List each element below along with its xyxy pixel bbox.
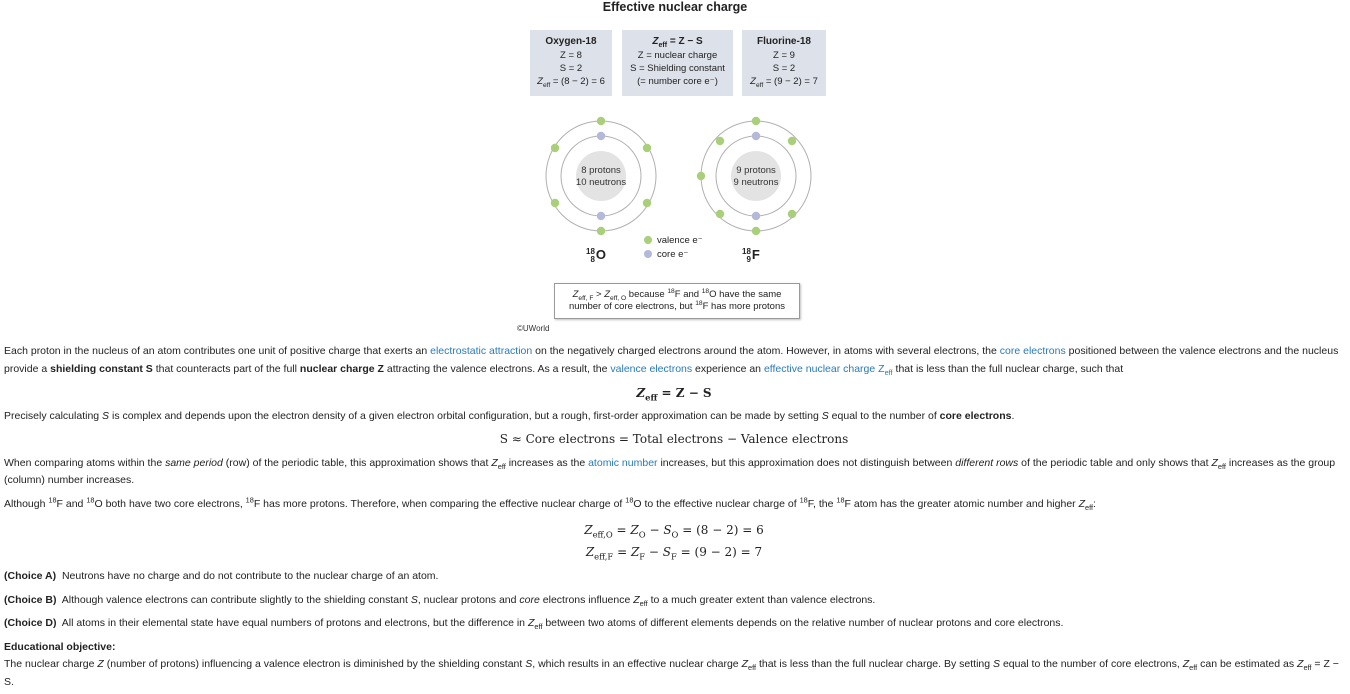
s-note: (= number core e⁻) (637, 76, 718, 87)
oxygen-atom (546, 117, 656, 235)
s-definition: S = Shielding constant (630, 63, 725, 74)
valence-electron (597, 227, 605, 235)
effective-nuclear-charge-figure (0, 0, 1350, 340)
valence-dot-icon (644, 236, 652, 244)
core-electron (597, 212, 605, 220)
fluorine-heading: Fluorine-18 (757, 36, 811, 47)
link-electrostatic-attraction[interactable]: electrostatic attraction (430, 345, 533, 357)
legend-valence: valence e⁻ (644, 234, 703, 248)
fluorine-protons: 9 protons (736, 165, 776, 176)
paragraph-3: When comparing atoms within the same period (row) of the periodic table, this approximation shows that $Z_{eff}$ increases as the atomic number increases, but this approximation does not distinguish between different rows of the periodic table and only shows that $Z_{eff}$ increases as the group (column) number increases. (4, 456, 1336, 486)
equation-zeff: $Z_{eff} = Z - S$ (636, 386, 712, 403)
core-electron (752, 212, 760, 220)
objective-heading: Educational objective: (4, 640, 116, 653)
comparison-note: $Z_{eff, F} > Z_{eff, O}$ because $^{18}$F and $^{18}$O have the same number of core electrons, but $^{18}$F has more protons (554, 283, 800, 319)
valence-electron (716, 210, 724, 218)
paragraph-2: Precisely calculating S is complex and depends upon the electron density of a given electron orbital configuration, but a rough, first-order approximation can be made by setting S equal to the number of core electrons. (4, 409, 1015, 422)
fluorine-z: Z = 9 (773, 50, 795, 61)
electron-legend (644, 234, 703, 262)
valence-electron (788, 210, 796, 218)
valence-electron (643, 199, 651, 207)
choice-d-explanation: (Choice D) All atoms in their elemental state have equal numbers of protons and electrons, but the difference in $Z_{eff}$ between two atoms of different elements depends on the relative number of nuclear protons and core electrons. (4, 617, 1064, 632)
legend-core: core e⁻ (644, 248, 703, 262)
core-dot-icon (644, 250, 652, 258)
valence-electron (752, 117, 760, 125)
paragraph-1: Each proton in the nucleus of an atom contributes one unit of positive charge that exerts an electrostatic attraction on the negatively charged electrons around the atom. However, in atoms with several electrons, the core electrons positioned between the valence electrons and the nucleus provide a shielding constant S that counteracts part of the full nuclear charge Z attracting the valence electrons. As a result, the valence electrons experience an effective nuclear charge $Z_{eff}$ that is less than the full nuclear charge, such that (4, 345, 1339, 377)
valence-electron (716, 137, 724, 145)
explanation-content (4, 343, 1344, 691)
oxygen-neutrons: 10 neutrons (575, 177, 627, 188)
fluorine-zeff: $Z_{eff} = (9 - 2) = 7$ (750, 76, 818, 89)
oxygen-protons: 8 protons (581, 165, 621, 176)
valence-electron (597, 117, 605, 125)
link-core-electrons[interactable]: core electrons (999, 345, 1066, 357)
copyright: ©UWorld (517, 324, 550, 333)
choice-a-explanation: (Choice A) Neutrons have no charge and do not contribute to the nuclear charge of an atom. (4, 570, 439, 582)
oxygen-nucleus (576, 151, 626, 201)
valence-electron (697, 172, 705, 180)
paragraph-4: Although $^{18}$F and $^{18}$O both have two core electrons, $^{18}$F has more protons. Therefore, when comparing the effective nuclear charge of $^{18}$O to the effective nuclear charge of $^{18}$F, the $^{18}$F atom has the greater atomic number and higher $Z_{eff}$: (4, 495, 1096, 512)
choice-b-explanation: (Choice B) Although valence electrons can contribute slightly to the shielding constant S, nuclear protons and core electrons influence $Z_{eff}$ to a much greater extent than valence electrons. (4, 593, 876, 608)
objective-text: The nuclear charge Z (number of protons) influencing a valence electron is diminished by the shielding constant S, which results in an effective nuclear charge $Z_{eff}$ that is less than the full nuclear charge. By setting S equal to the number of core electrons, $Z_{eff}$ can be estimated as $Z_{eff} = Z - S$. (4, 658, 1339, 688)
valence-electron (643, 144, 651, 152)
fluorine-neutrons: 9 neutrons (733, 177, 779, 188)
z-definition: Z = nuclear charge (637, 50, 718, 61)
link-effective-nuclear-charge[interactable]: effective nuclear charge $Z_{eff}$ (763, 362, 893, 377)
equation-fluorine: $Z_{eff,F} = Z_F - S_F = (9 - 2) = 7$ (585, 545, 763, 562)
zeff-formula: $Z_{eff} = Z - S$ (652, 36, 703, 49)
core-electron (597, 132, 605, 140)
oxygen-zeff: $Z_{eff} = (8 - 2) = 6$ (537, 76, 605, 89)
figure-title: Effective nuclear charge (602, 0, 748, 14)
oxygen-isotope-symbol: 18 8 O (586, 246, 607, 264)
fluorine-isotope-symbol: 18 9 F (742, 246, 760, 264)
oxygen-s: S = 2 (559, 63, 583, 74)
valence-electron (551, 144, 559, 152)
fluorine-atom (697, 117, 811, 235)
equation-oxygen: $Z_{eff,O} = Z_O - S_O = (8 - 2) = 6$ (584, 523, 764, 540)
link-atomic-number[interactable]: atomic number (588, 456, 658, 469)
equation-shielding: S ≈ Core electrons = Total electrons − Valence electrons (499, 432, 849, 446)
valence-electron (551, 199, 559, 207)
link-valence-electrons[interactable]: valence electrons (610, 362, 693, 375)
oxygen-z: Z = 8 (560, 50, 582, 61)
fluorine-nucleus (731, 151, 781, 201)
fluorine-s: S = 2 (772, 63, 796, 74)
core-electron (752, 132, 760, 140)
valence-electron (752, 227, 760, 235)
oxygen-heading: Oxygen-18 (545, 36, 597, 47)
valence-electron (788, 137, 796, 145)
